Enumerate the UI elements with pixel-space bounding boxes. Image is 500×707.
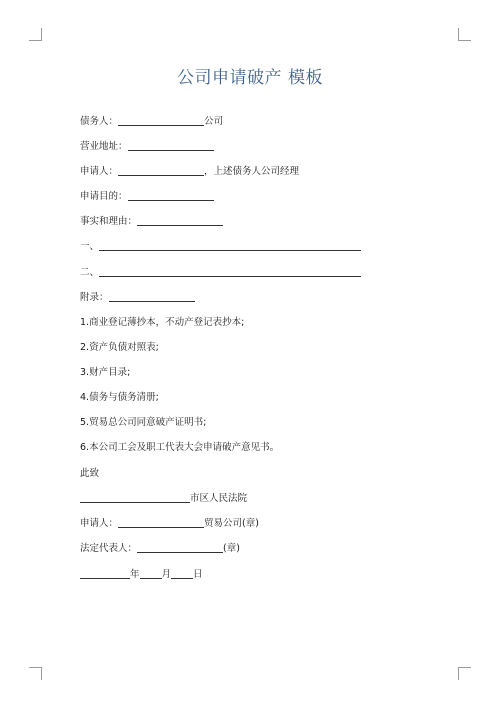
appendix-label: 附录： [80,292,109,303]
legal-rep-suffix: (章) [223,543,240,554]
crop-mark-bottom-left [29,667,42,680]
appendix-item: 2.资产负债对照表; [80,342,159,353]
crop-mark-bottom-right [458,667,471,680]
appendix-line [80,291,195,305]
legal-rep-label: 法定代表人： [80,543,138,554]
purpose-blank [128,190,214,201]
applicant-line [80,165,299,179]
item-two-label: 二、 [80,267,100,278]
item-two-blank [99,266,361,277]
date-day-blank [171,568,193,579]
date-year-label: 年 [130,569,140,580]
closing-text: 此致 [80,468,100,479]
appendix-item: 5.贸易总公司同意破产证明书; [80,417,207,428]
appendix-item: 3.财产目录; [80,367,131,378]
crop-mark-top-right [458,28,471,41]
debtor-label: 债务人： [80,116,119,127]
facts-blank [137,215,223,226]
item-one-label: 一、 [80,241,100,252]
date-line [80,568,203,582]
crop-mark-top-left [29,28,42,41]
debtor-line [80,115,223,129]
item-two-line [80,266,361,280]
address-blank [128,140,214,151]
sign-applicant-blank [118,517,204,528]
applicant-blank [118,165,204,176]
court-blank [80,492,190,503]
appendix-blank [109,291,195,302]
sign-applicant-suffix: 贸易公司(章) [204,518,259,529]
appendix-item: 6.本公司工会及职工代表大会申请破产意见书。 [80,442,280,453]
date-day-label: 日 [193,569,203,580]
item-one-line [80,240,361,254]
legal-rep-blank [137,542,223,553]
debtor-blank [118,115,204,126]
document-title: 公司申请破产 模板 [177,68,323,88]
purpose-label: 申请目的： [80,191,128,202]
date-month-blank [140,568,162,579]
court-suffix: 市区人民法院 [190,493,248,504]
purpose-line [80,190,214,204]
sign-applicant-line [80,517,259,531]
date-month-label: 月 [161,569,172,580]
applicant-label: 申请人： [80,166,119,177]
appendix-item: 1.商业登记薄抄本，不动产登记表抄本; [80,317,245,328]
appendix-item: 4.债务与债务清册; [80,392,159,403]
address-label: 营业地址： [80,141,128,152]
facts-line [80,215,223,229]
date-year-blank [80,568,130,579]
court-line [80,492,247,506]
facts-label: 事实和理由： [80,216,138,227]
applicant-suffix: ，上述债务人公司经理 [204,166,300,177]
address-line [80,140,214,154]
sign-applicant-label: 申请人： [80,518,119,529]
item-one-blank [99,240,361,251]
debtor-suffix: 公司 [204,116,224,127]
legal-rep-line [80,542,240,556]
